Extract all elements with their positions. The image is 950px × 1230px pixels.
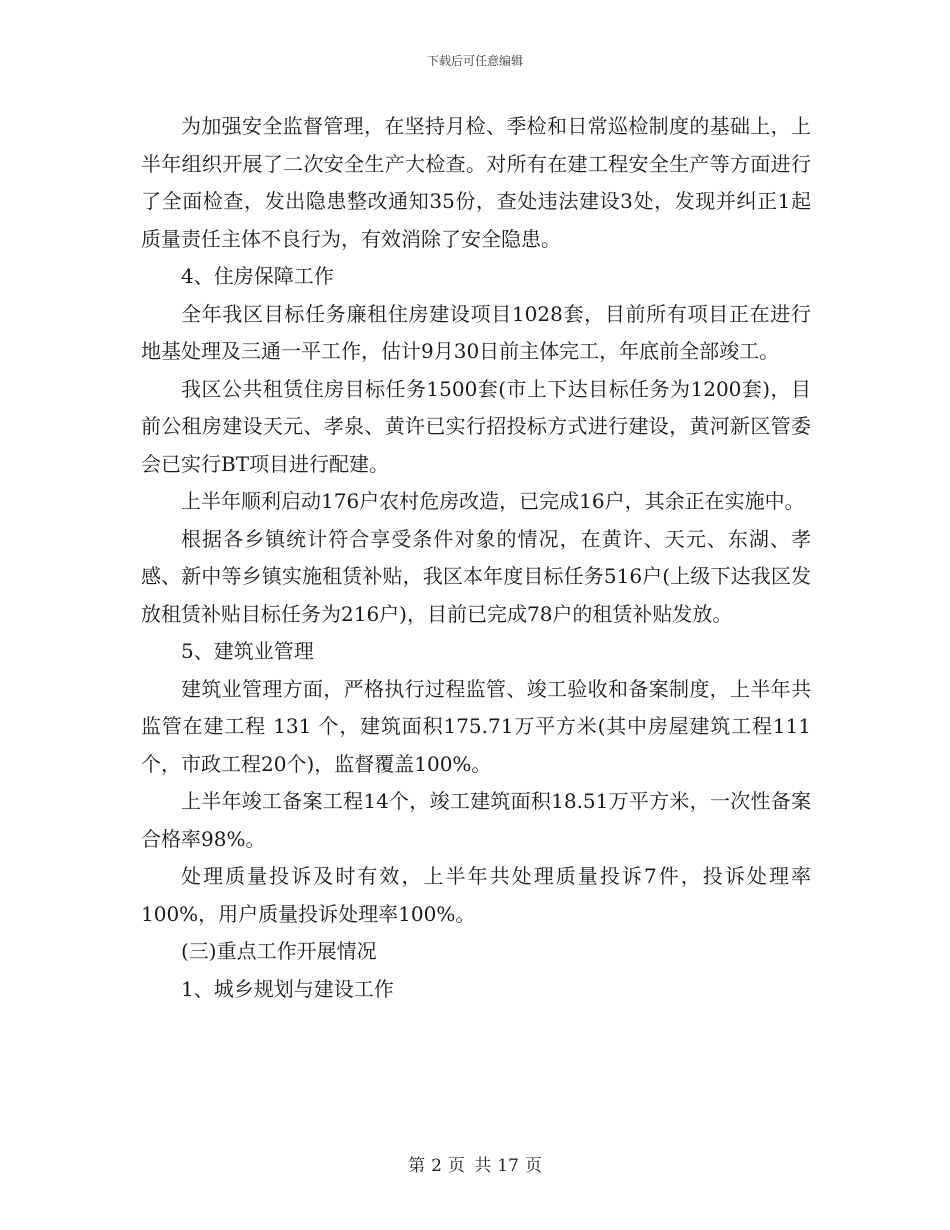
page-header: 下载后可任意编辑	[426, 54, 523, 68]
section-heading-construction: 5、建筑业管理	[181, 639, 314, 663]
paragraph-rural-renovation: 上半年顺利启动176户农村危房改造，已完成16户，其余正在实施中。	[181, 489, 805, 513]
footer-prefix: 第	[408, 1156, 426, 1176]
paragraph-rent-subsidy: 根据各乡镇统计符合享受条件对象的情况，在黄许、天元、东湖、孝感、新中等乡镇实施租赁补贴，我区本年度目标任务516户(上级下达我区发放租赁补贴目标任务为216户)，目前已完成78户的租赁补贴发放。	[141, 526, 811, 626]
paragraph-construction-supervision: 建筑业管理方面，严格执行过程监管、竣工验收和备案制度，上半年共监管在建工程 131 个，建筑面积175.71万平方米(其中房屋建筑工程111个，市政工程20个)，监督覆盖100%。	[141, 676, 811, 776]
paragraph-quality-complaints: 处理质量投诉及时有效，上半年共处理质量投诉7件，投诉处理率100%，用户质量投诉处理率100%。	[141, 864, 811, 926]
paragraph-safety-inspection: 为加强安全监督管理，在坚持月检、季检和日常巡检制度的基础上，上半年组织开展了二次安全生产大检查。对所有在建工程安全生产等方面进行了全面检查，发出隐患整改通知35份，查处违法建设3处，发现并纠正1起质量责任主体不良行为，有效消除了安全隐患。	[141, 114, 811, 251]
footer-suffix: 页	[524, 1156, 542, 1176]
page-footer	[0, 1155, 950, 1177]
paragraph-public-rental-housing: 我区公共租赁住房目标任务1500套(市上下达目标任务为1200套)，目前公租房建设天元、孝泉、黄许已实行招投标方式进行建设，黄河新区管委会已实行BT项目进行配建。	[141, 376, 811, 476]
section-heading-key-work: (三)重点工作开展情况	[181, 939, 377, 963]
footer-total-pages: 17	[497, 1156, 519, 1176]
paragraph-completion-filing: 上半年竣工备案工程14个，竣工建筑面积18.51万平方米，一次性备案合格率98%。	[141, 789, 811, 851]
footer-page-number: 2	[431, 1156, 442, 1176]
footer-middle: 页 共	[447, 1156, 492, 1176]
section-heading-housing: 4、住房保障工作	[181, 264, 334, 288]
section-heading-urban-planning: 1、城乡规划与建设工作	[181, 976, 394, 1001]
paragraph-low-rent-housing: 全年我区目标任务廉租住房建设项目1028套，目前所有项目正在进行地基处理及三通一平工作，估计9月30日前主体完工，年底前全部竣工。	[141, 301, 811, 363]
document-body	[141, 108, 811, 1008]
